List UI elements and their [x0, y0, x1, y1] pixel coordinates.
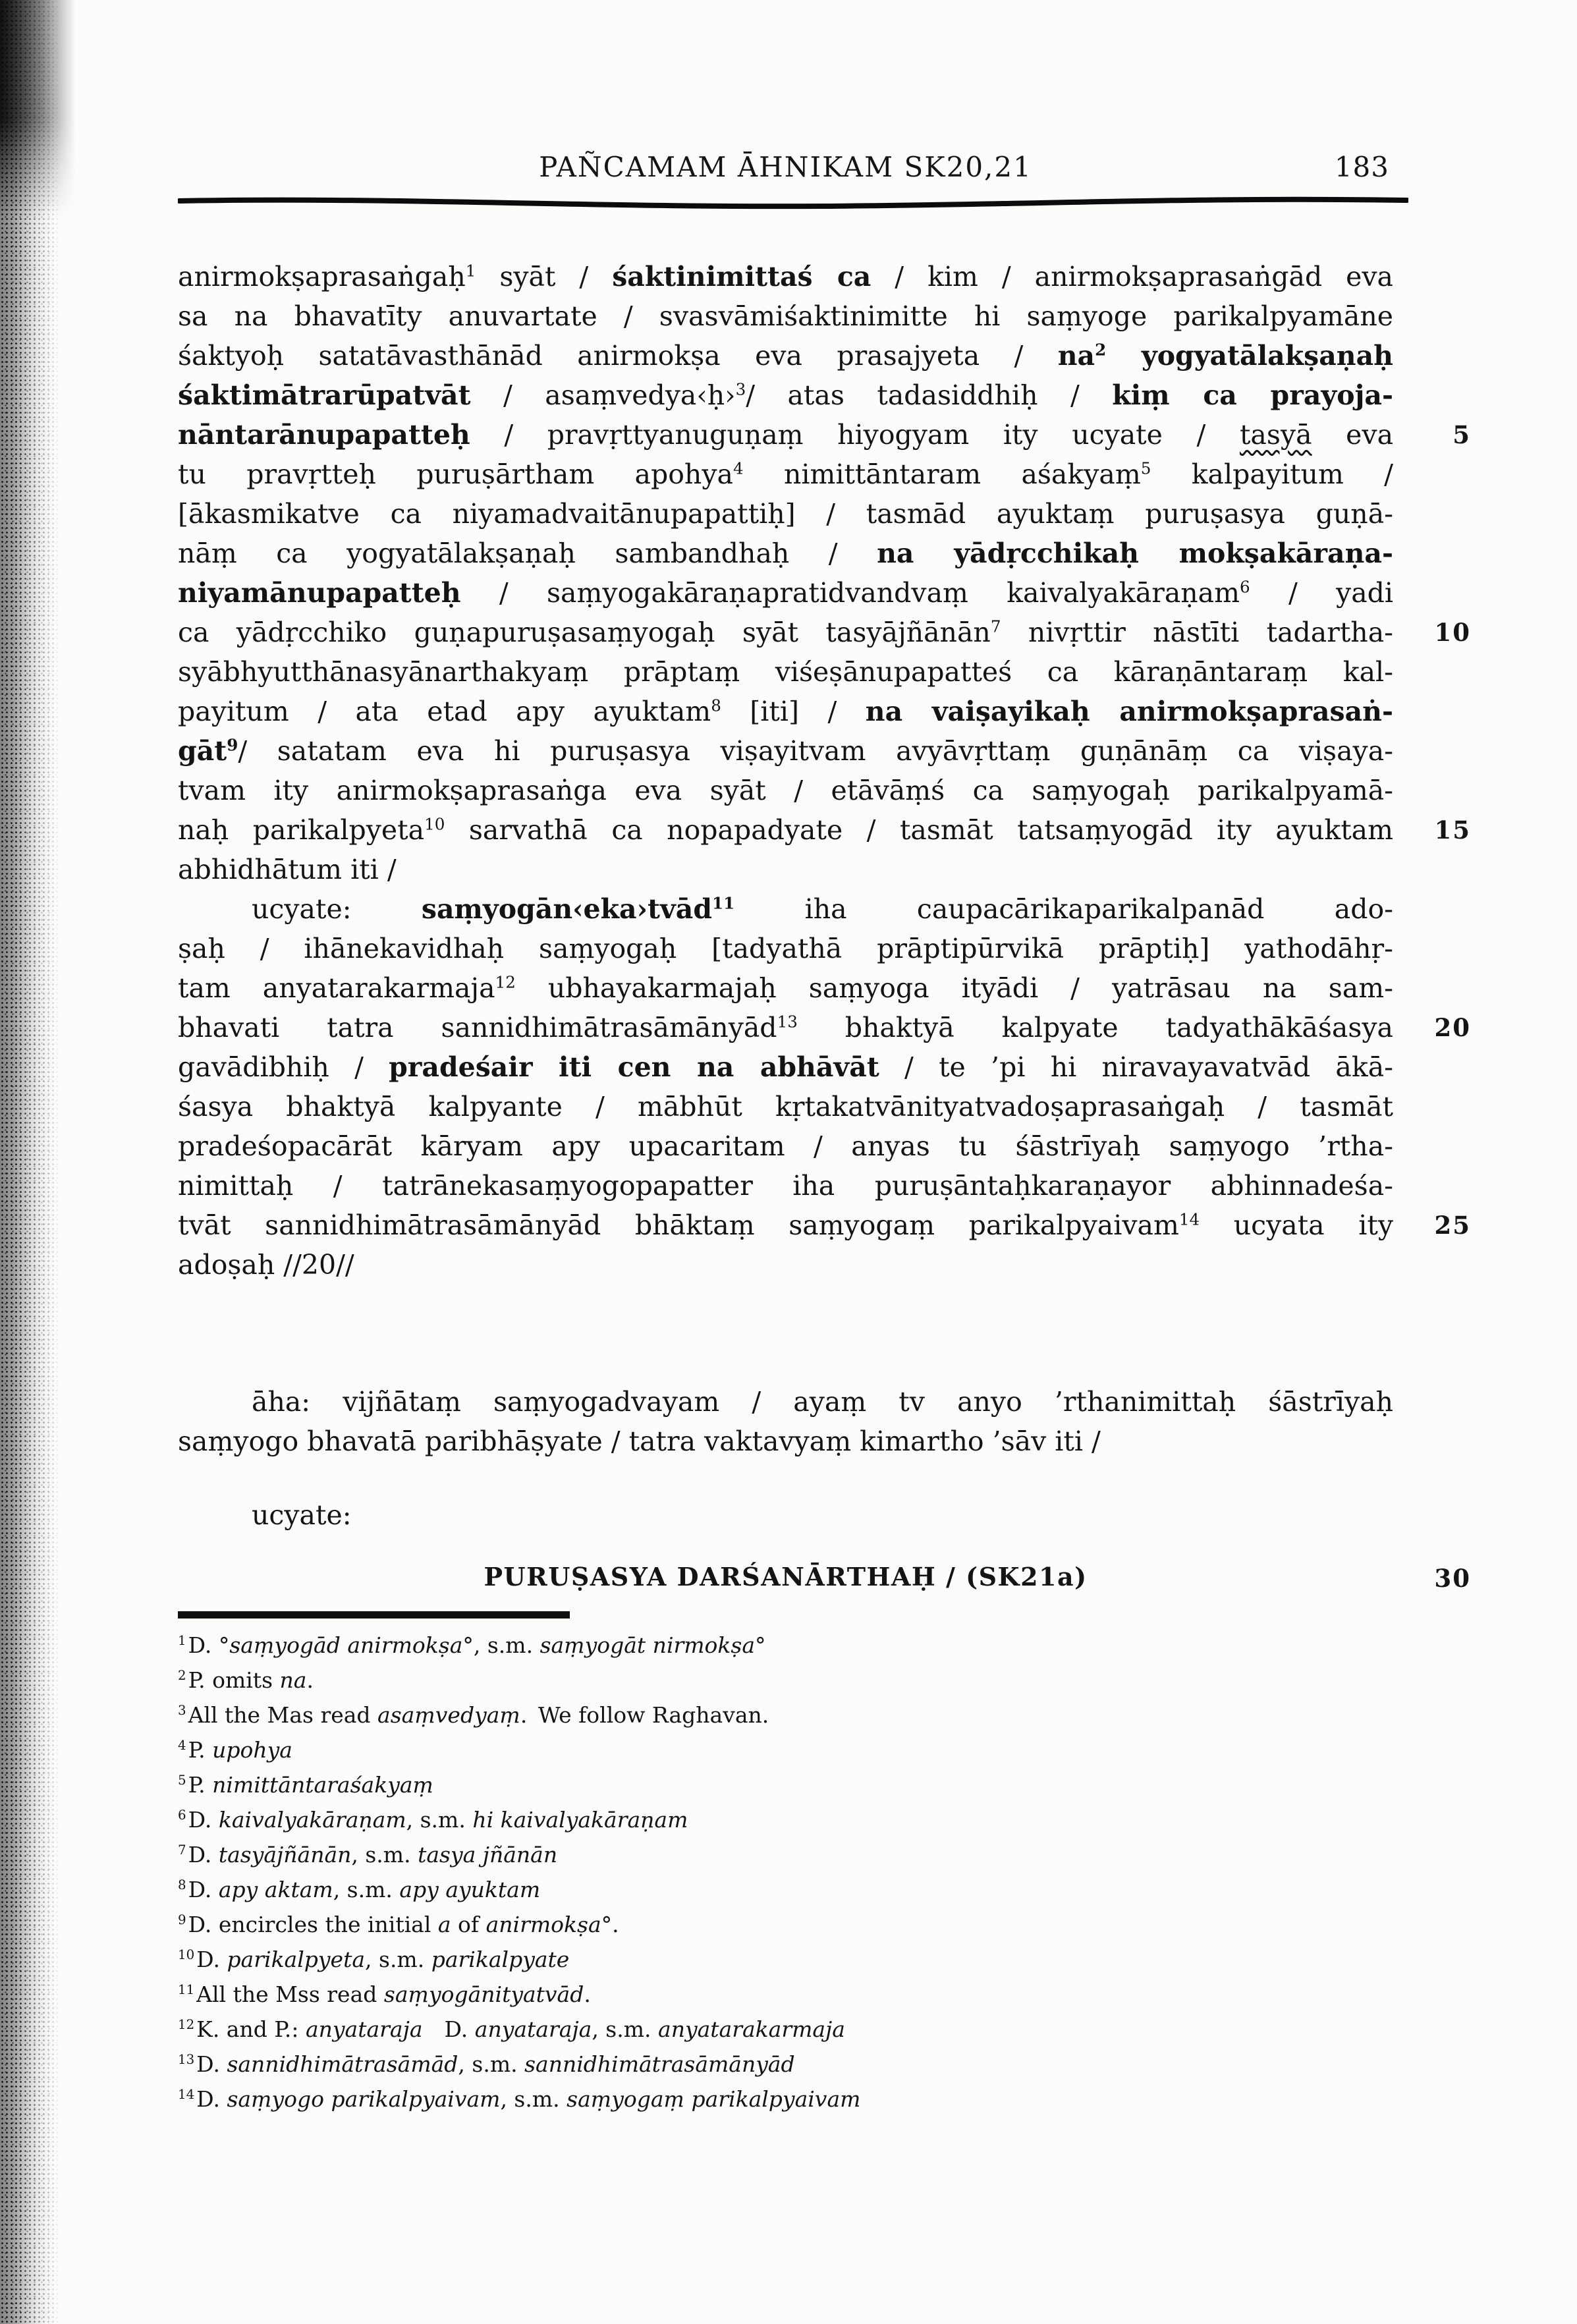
footnote	[178, 2082, 1393, 2116]
text-run: anirmokṣaprasaṅgaḥ	[178, 261, 466, 292]
text-run: 14	[1178, 1209, 1200, 1229]
text-run: tasya jñānān	[418, 1842, 558, 1868]
text-run: syāt /	[476, 261, 613, 292]
text-line	[178, 1205, 1471, 1245]
text-run: nāṃ ca yogyatālakṣaṇaḥ sambandhaḥ /	[178, 538, 877, 569]
text-run: anyatarakarmaja	[658, 2016, 845, 2042]
text-run: upohya	[212, 1737, 292, 1763]
footnote	[178, 1837, 1393, 1872]
text-run: saṃyogo parikalpyaivam	[227, 2086, 501, 2112]
text-run: .	[306, 1667, 314, 1693]
text-run: ubhayakarmajaḥ saṃyoga ityādi / yatrāsau na sam-	[515, 972, 1393, 1004]
footnote	[178, 2012, 1393, 2047]
text-run: [iti] /	[721, 696, 866, 727]
text-run: P. omits	[188, 1667, 280, 1693]
text-run: 2	[1095, 340, 1107, 360]
text-run: asaṃvedyaṃ	[377, 1702, 520, 1728]
text-run: D.	[188, 1842, 219, 1868]
text-run: payitum / ata etad apy ayuktam	[178, 696, 711, 727]
verse-heading: PURUṢASYA DARŚANĀRTHAḤ / (SK21a)	[484, 1562, 1088, 1591]
text-run: ucyate:	[252, 1499, 352, 1531]
text-run: saṃyogān‹eka›tvād	[421, 893, 712, 925]
margin-line-number: 30	[1434, 1564, 1471, 1593]
page-header	[178, 150, 1393, 187]
text-run: , s.m.	[351, 1842, 418, 1868]
text-run: na vaiṣayikaḥ anirmokṣaprasaṅ-	[865, 696, 1393, 727]
text-line	[178, 375, 1393, 415]
text-run: .	[584, 1981, 591, 2007]
text-run: tasyā	[1239, 419, 1312, 451]
text-run: a	[437, 1912, 451, 1937]
text-run: gāt	[178, 735, 227, 767]
text-run: āha: vijñātaṃ saṃyogadvayam / ayaṃ tv anyo ’rthanimittaḥ śāstrīyaḥ	[252, 1386, 1393, 1418]
text-run: bhaktyā kalpyate tadyathākāśasya	[797, 1012, 1394, 1043]
text-run: 4	[733, 458, 744, 478]
footnote-marker: 11	[178, 1982, 195, 1997]
text-run: nimittaḥ / tatrānekasaṃyogopapatter iha puruṣāntaḥkaraṇayor abhinnadeśa-	[178, 1170, 1393, 1202]
footnote-marker: 8	[178, 1877, 186, 1893]
text-run: syābhyutthānasyānarthakyaṃ prāptaṃ viśeṣānupapatteś ca kāraṇāntaraṃ kal-	[178, 656, 1393, 688]
margin-line-number: 10	[1434, 618, 1471, 647]
text-run: 1	[465, 261, 476, 281]
text-run: P.	[188, 1772, 213, 1798]
text-run: na	[1057, 340, 1095, 372]
footnotes	[178, 1628, 1393, 2116]
footnote-marker: 9	[178, 1912, 186, 1927]
text-run: D.	[196, 2086, 227, 2112]
text-run: adoṣaḥ //20//	[178, 1249, 354, 1281]
text-run: śasya bhaktyā kalpyante / mābhūt kṛtakatvānityatvadoṣaprasaṅgaḥ / tasmāt	[178, 1091, 1393, 1122]
text-run: 6	[1240, 577, 1250, 597]
margin-line-number: 20	[1434, 1013, 1471, 1042]
text-line	[178, 1047, 1393, 1087]
text-run: / te ’pi hi niravayavatvād ākā-	[879, 1051, 1393, 1083]
text-run: nimittāntaram aśakyaṃ	[743, 458, 1141, 490]
paragraph	[178, 1495, 1393, 1535]
text-run: 3	[735, 379, 746, 399]
text-run: , s.m.	[406, 1807, 473, 1833]
footnote-marker: 12	[178, 2017, 195, 2032]
text-run: apy ayuktam	[399, 1877, 541, 1902]
text-run: tvam ity anirmokṣaprasaṅga eva syāt / etāvāṃś ca saṃyogaḥ parikalpyamā-	[178, 775, 1393, 806]
text-run: parikalpyate	[431, 1947, 570, 1972]
footnote-marker: 1	[178, 1633, 186, 1648]
text-run: , s.m.	[473, 1632, 540, 1658]
text-line	[178, 494, 1393, 534]
margin-line-number: 25	[1434, 1211, 1471, 1240]
footnote	[178, 1872, 1393, 1907]
text-run: 5	[1140, 458, 1151, 478]
text-run: tvāt sannidhimātrasāmānyād bhāktaṃ saṃyogaṃ parikalpyaivam	[178, 1209, 1179, 1241]
text-run: śaktinimittaś ca	[612, 261, 872, 292]
text-run: / satatam eva hi puruṣasya viṣayitvam avyāvṛttaṃ guṇānāṃ ca viṣaya-	[238, 735, 1393, 767]
text-line	[178, 968, 1393, 1008]
text-line	[178, 771, 1393, 810]
footnote-separator-rule	[178, 1611, 570, 1618]
text-run: kiṃ ca prayoja-	[1112, 379, 1393, 411]
text-run: gavādibhiḥ /	[178, 1051, 389, 1083]
text-run: D.	[196, 1947, 227, 1972]
text-run: 9	[227, 735, 238, 755]
text-line	[178, 731, 1393, 771]
text-run: sannidhimātrasāmād	[227, 2051, 458, 2077]
footnote	[178, 1628, 1393, 1663]
text-run: nivṛttir nāstīti tadartha-	[1001, 617, 1394, 648]
text-run: .	[612, 1912, 619, 1937]
paragraph	[178, 1382, 1393, 1461]
text-run: D.	[422, 2016, 475, 2042]
text-run: 11	[711, 893, 735, 913]
paragraph	[178, 889, 1471, 1285]
text-run: ucyata ity	[1200, 1209, 1393, 1241]
text-run: hi kaivalyakāraṇam	[472, 1807, 688, 1833]
text-run: D.	[188, 1632, 219, 1658]
text-run: abhidhātum iti /	[178, 854, 397, 885]
text-run: sarvathā ca nopapadyate / tasmāt tatsaṃyogād ity ayuktam	[445, 814, 1394, 846]
text-run: . We follow Raghavan.	[520, 1702, 769, 1728]
text-run: 8	[711, 696, 721, 715]
text-line	[178, 296, 1393, 336]
text-line	[178, 810, 1471, 850]
text-line	[178, 1166, 1393, 1205]
text-run: , s.m.	[333, 1877, 400, 1902]
text-run: na yādṛcchikaḥ mokṣakāraṇa-	[877, 538, 1393, 569]
footnote	[178, 1732, 1393, 1767]
text-run: P.	[188, 1737, 213, 1763]
text-line	[178, 573, 1393, 613]
text-run: anyataraja	[474, 2016, 592, 2042]
text-run: naḥ parikalpyeta	[178, 814, 425, 846]
text-line	[178, 415, 1471, 455]
text-run: , s.m.	[458, 2051, 525, 2077]
text-line	[178, 336, 1393, 375]
text-run: sa na bhavatīty anuvartate / svasvāmiśaktinimitte hi saṃyoge parikalpyamāne	[178, 300, 1393, 332]
footnote	[178, 1977, 1393, 2012]
footnote	[178, 1663, 1393, 1698]
text-run: ucyate:	[252, 893, 422, 925]
text-run: apy aktam	[218, 1877, 333, 1902]
text-run: saṃyogo bhavatā paribhāṣyate / tatra vaktavyaṃ kimartho ’sāv iti /	[178, 1425, 1101, 1457]
page-number: 183	[1334, 151, 1389, 183]
text-line	[178, 1382, 1393, 1422]
footnote-marker: 6	[178, 1808, 186, 1823]
text-run: [ākasmikatve ca niyamadvaitānupapattiḥ] / tasmād ayuktaṃ puruṣasya guṇā-	[178, 498, 1393, 530]
verse-heading-row	[178, 1557, 1471, 1597]
text-run: śaktyoḥ satatāvasthānād anirmokṣa eva prasajyeta /	[178, 340, 1058, 372]
text-run: K. and P.:	[196, 2016, 306, 2042]
text-line	[178, 1495, 1393, 1535]
text-line	[178, 1422, 1393, 1461]
text-line	[178, 1126, 1393, 1166]
text-run: All the Mss read	[196, 1981, 384, 2007]
scan-corner-artifact	[0, 0, 76, 217]
text-run: yogyatālakṣaṇaḥ	[1106, 340, 1393, 372]
footnote	[178, 1942, 1393, 1977]
running-title: PAÑCAMAM ĀHNIKAM SK20,21	[539, 151, 1032, 183]
text-run: saṃyogānityatvād	[383, 1981, 584, 2007]
text-line	[178, 692, 1393, 731]
text-line	[178, 889, 1393, 929]
text-run: ṣaḥ / ihānekavidhaḥ saṃyogaḥ [tadyathā prāptipūrvikā prāptiḥ] yathodāhṛ-	[178, 933, 1393, 964]
text-line	[178, 1245, 1393, 1285]
text-line	[178, 455, 1393, 494]
text-run: na	[279, 1667, 307, 1693]
margin-line-number: 15	[1434, 816, 1471, 844]
footnote-marker: 2	[178, 1668, 186, 1683]
footnote-marker: 3	[178, 1703, 186, 1718]
footnote-marker: 4	[178, 1738, 186, 1753]
text-run: niyamānupapatteḥ	[178, 577, 461, 609]
text-run: / kim / anirmokṣaprasaṅgād eva	[871, 261, 1394, 292]
footnote	[178, 2047, 1393, 2082]
text-run: / asaṃvedya‹ḥ›	[470, 379, 736, 411]
text-run: tasyājñānān	[218, 1842, 352, 1868]
text-run: 10	[424, 814, 445, 834]
footnote-marker: 7	[178, 1842, 186, 1858]
text-run: bhavati tatra sannidhimātrasāmānyād	[178, 1012, 777, 1043]
text-line	[178, 613, 1471, 652]
page-content	[178, 150, 1471, 2116]
text-run: ca yādṛcchiko guṇapuruṣasaṃyogaḥ syāt tasyājñānān	[178, 617, 991, 648]
footnote-marker: 10	[178, 1947, 195, 1962]
text-run: kaivalyakāraṇam	[218, 1807, 406, 1833]
text-run: pradeśopacārāt kāryam apy upacaritam / anyas tu śāstrīyaḥ saṃyogo ’rtha-	[178, 1130, 1393, 1162]
footnote	[178, 1767, 1393, 1802]
text-run: °saṃyogād anirmokṣa°	[218, 1632, 474, 1658]
text-run: , s.m.	[365, 1947, 431, 1972]
text-run: D.	[188, 1807, 219, 1833]
text-run: 7	[990, 617, 1001, 636]
footnote	[178, 1907, 1393, 1942]
text-run: 12	[495, 972, 516, 992]
text-run: / pravṛttyanuguṇaṃ hiyogyam ity ucyate /	[470, 419, 1240, 451]
text-line	[178, 1087, 1393, 1126]
body-text	[178, 257, 1471, 1535]
text-run: / atas tadasiddhiḥ /	[746, 379, 1113, 411]
text-run: anirmokṣa°	[485, 1912, 613, 1937]
text-run: anyataraja	[305, 2016, 423, 2042]
text-run: saṃyogāt nirmokṣa°	[540, 1632, 766, 1658]
text-line	[178, 534, 1393, 573]
margin-line-number: 5	[1452, 420, 1471, 449]
text-run: śaktimātrarūpatvāt	[178, 379, 471, 411]
footnote-marker: 14	[178, 2087, 195, 2102]
text-line	[178, 257, 1393, 296]
footnote-marker: 13	[178, 2052, 195, 2067]
text-run: eva	[1312, 419, 1394, 451]
text-run: tam anyatarakarmaja	[178, 972, 495, 1004]
footnote	[178, 1698, 1393, 1732]
text-run: , s.m.	[500, 2086, 567, 2112]
text-run: parikalpyeta	[227, 1947, 366, 1972]
text-run: 13	[777, 1012, 798, 1032]
text-run: iha caupacārikaparikalpanād ado-	[734, 893, 1393, 925]
text-run: / saṃyogakāraṇapratidvandvaṃ kaivalyakāraṇam	[460, 577, 1240, 609]
text-run: saṃyogaṃ parikalpyaivam	[567, 2086, 861, 2112]
footnote-marker: 5	[178, 1773, 186, 1788]
text-run: of	[451, 1912, 486, 1937]
text-run: nāntarānupapatteḥ	[178, 419, 470, 451]
text-run: , s.m.	[592, 2016, 659, 2042]
paragraph	[178, 257, 1471, 889]
text-run: All the Mas read	[188, 1702, 378, 1728]
text-run: pradeśair iti cen na abhāvāt	[389, 1051, 879, 1083]
text-run: nimittāntaraśakyaṃ	[212, 1772, 433, 1798]
text-line	[178, 1008, 1471, 1047]
text-run: D.	[188, 1877, 219, 1902]
text-run: D. encircles the initial	[188, 1912, 438, 1937]
text-line	[178, 929, 1393, 968]
scan-edge-artifact	[0, 0, 62, 2324]
text-line	[178, 850, 1393, 889]
footnote	[178, 1802, 1393, 1837]
text-run: D.	[196, 2051, 227, 2077]
text-line	[178, 652, 1393, 692]
text-run: sannidhimātrasāmānyād	[524, 2051, 795, 2077]
text-run: kalpayitum /	[1151, 458, 1393, 490]
header-rule	[178, 195, 1408, 211]
text-run: / yadi	[1250, 577, 1393, 609]
text-run: tu pravṛtteḥ puruṣārtham apohya	[178, 458, 733, 490]
